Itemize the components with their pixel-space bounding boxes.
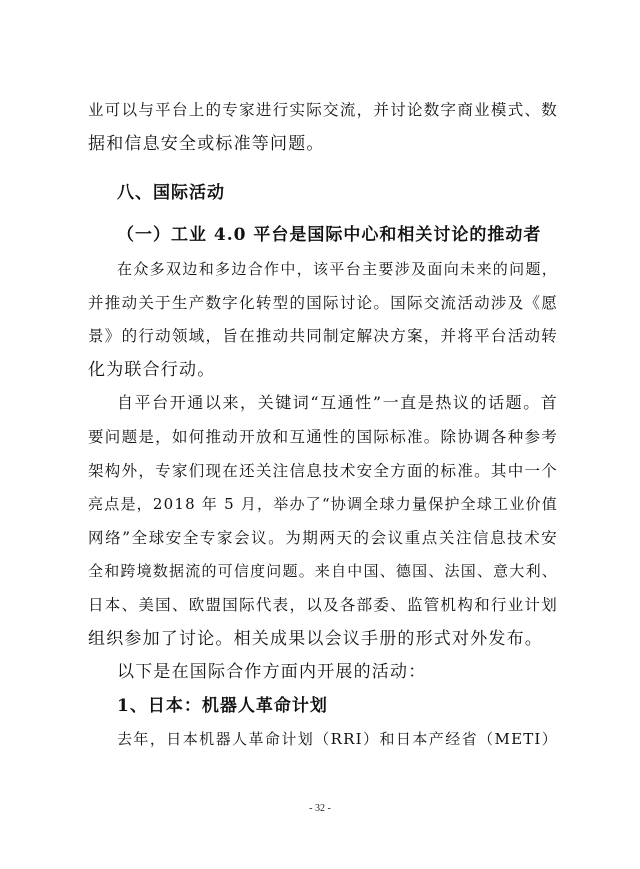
paragraph-line: 去年，日本机器人革命计划（RRI）和日本产经省（METI）: [117, 730, 558, 748]
paragraph-line: 全和跨境数据流的可信度问题。来自中国、德国、法国、意大利、: [88, 562, 558, 580]
paragraph-line: 化为联合行动。: [88, 360, 216, 380]
paragraph-line: 业可以与平台上的专家进行实际交流，并讨论数字商业模式、数: [88, 101, 558, 119]
paragraph-line: 景》的行动领域，旨在推动共同制定解决方案，并将平台活动转: [88, 327, 558, 345]
paragraph-line: 在众多双边和多边合作中，该平台主要涉及面向未来的问题，: [117, 260, 558, 278]
paragraph-line: 要问题是，如何推动开放和互通性的国际标准。除协调各种参考: [88, 428, 558, 446]
paragraph-line: 据和信息安全或标准等问题。: [88, 134, 325, 154]
section-heading: 八、国际活动: [117, 183, 225, 203]
paragraph-line: 日本、美国、欧盟国际代表，以及各部委、监管机构和行业计划: [88, 596, 558, 614]
paragraph-line: 架构外，专家们现在还关注信息技术安全方面的标准。其中一个: [88, 462, 558, 480]
paragraph-line: 自平台开通以来，关键词“互通性”一直是热议的话题。首: [117, 393, 558, 412]
paragraph-line: 网络”全球安全专家会议。为期两天的会议重点关注信息技术安: [88, 529, 558, 547]
subsection-heading: 1、日本：机器人革命计划: [117, 696, 328, 716]
paragraph-line: 以下是在国际合作方面内开展的活动：: [117, 662, 427, 682]
page-number: - 32 -: [309, 803, 331, 814]
subsection-heading: （一）工业 4.0 平台是国际中心和相关讨论的推动者: [117, 225, 542, 245]
paragraph-line: 并推动关于生产数字化转型的国际讨论。国际交流活动涉及《愿: [88, 294, 558, 312]
paragraph-line: 组织参加了讨论。相关成果以会议手册的形式对外发布。: [88, 629, 543, 649]
paragraph-line: 亮点是，2018 年 5 月，举办了“协调全球力量保护全球工业价值: [88, 495, 558, 513]
